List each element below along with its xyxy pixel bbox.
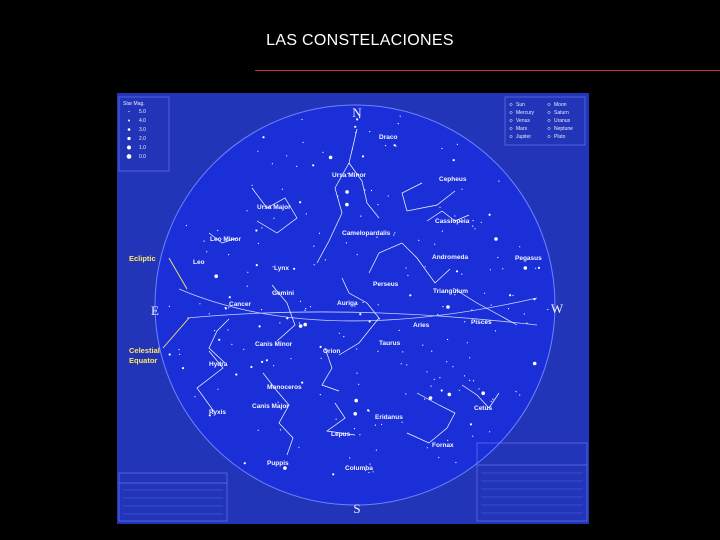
compass-east: E	[151, 303, 159, 318]
star	[472, 226, 473, 227]
star	[329, 156, 333, 160]
magnitude-dot	[128, 120, 130, 122]
star	[455, 462, 456, 463]
star	[360, 216, 361, 217]
star	[225, 307, 226, 308]
star	[214, 330, 215, 331]
star	[464, 321, 465, 322]
constellation-label: Aries	[413, 322, 430, 329]
star	[299, 201, 301, 203]
star	[400, 116, 401, 117]
star	[214, 274, 218, 278]
star	[502, 268, 503, 269]
star	[442, 306, 443, 307]
constellation-label: Canis Major	[252, 403, 289, 410]
star	[434, 244, 435, 245]
star	[354, 428, 355, 429]
star	[257, 151, 258, 152]
constellation-label: Lepus	[331, 431, 351, 438]
star	[494, 237, 498, 241]
star	[356, 348, 357, 349]
magnitude-dot	[127, 154, 132, 159]
star	[305, 308, 306, 309]
star	[298, 447, 299, 448]
star	[524, 313, 525, 314]
constellation-label: Puppis	[267, 460, 289, 467]
star	[299, 322, 300, 323]
star	[206, 251, 207, 252]
star	[376, 450, 377, 451]
star	[179, 354, 180, 355]
star	[362, 155, 364, 157]
star	[509, 294, 511, 296]
magnitude-value: 1.0	[139, 145, 146, 151]
star	[258, 243, 259, 244]
star	[418, 240, 419, 241]
constellation-label: Orion	[323, 348, 341, 355]
star	[258, 430, 259, 431]
magnitude-value: 5.0	[139, 109, 146, 115]
star	[473, 220, 474, 221]
star	[247, 272, 248, 273]
constellation-label: Ursa Minor	[332, 172, 366, 179]
constellation-label: Lynx	[274, 265, 289, 272]
star	[409, 294, 411, 296]
star	[446, 305, 450, 309]
star	[492, 399, 493, 400]
star	[336, 419, 337, 420]
star	[406, 267, 407, 268]
planet-name: Uranus	[554, 118, 571, 124]
planet-legend	[505, 97, 585, 145]
star	[394, 144, 396, 146]
star	[512, 295, 513, 296]
star	[462, 189, 463, 190]
star	[345, 190, 349, 194]
equator-label-line1: Celestial	[129, 346, 160, 355]
magnitude-value: 0.0	[139, 154, 146, 160]
star	[470, 423, 472, 425]
star	[471, 310, 472, 311]
star	[533, 362, 537, 366]
star	[448, 393, 452, 397]
star	[467, 342, 468, 343]
star	[186, 225, 187, 226]
star	[229, 296, 231, 298]
star	[371, 190, 372, 191]
star	[473, 380, 474, 381]
star	[296, 166, 297, 167]
compass-south: S	[353, 501, 361, 516]
constellation-label: Auriga	[337, 300, 358, 307]
star	[497, 257, 498, 258]
star	[489, 214, 491, 216]
compass-north: N	[352, 105, 362, 120]
star	[273, 218, 274, 219]
star	[431, 351, 432, 352]
star-magnitude-legend	[119, 97, 169, 171]
star	[426, 371, 427, 372]
star	[538, 267, 540, 269]
star	[286, 155, 287, 156]
star	[378, 304, 379, 305]
star	[353, 412, 357, 416]
planet-name: Sun	[516, 102, 525, 108]
star	[407, 275, 408, 276]
star	[310, 306, 311, 307]
star	[359, 434, 360, 435]
star	[227, 329, 228, 330]
star	[228, 254, 229, 255]
constellation-label: Taurus	[379, 340, 401, 347]
star	[535, 268, 536, 269]
star	[369, 411, 370, 412]
constellation-label: Andromeda	[432, 254, 469, 261]
star	[459, 390, 460, 391]
star	[406, 364, 407, 365]
star	[319, 233, 320, 234]
star	[515, 391, 516, 392]
star	[356, 373, 357, 374]
star	[199, 303, 200, 304]
star	[321, 358, 322, 359]
star	[169, 306, 170, 307]
star	[379, 318, 380, 319]
star	[266, 359, 268, 361]
star	[261, 227, 262, 228]
star	[349, 457, 350, 458]
constellation-label: Draco	[379, 134, 398, 141]
constellation-label: Cancer	[229, 301, 252, 308]
star	[355, 132, 356, 133]
star	[377, 351, 378, 352]
slide-title: LAS CONSTELACIONES	[266, 32, 454, 49]
star	[217, 230, 218, 231]
star	[303, 142, 304, 143]
star	[508, 308, 509, 309]
star	[498, 181, 499, 182]
star	[346, 242, 347, 243]
star	[533, 298, 535, 300]
star	[377, 204, 378, 205]
magnitude-dot	[127, 137, 130, 140]
equator-label-line2: Equator	[129, 356, 158, 365]
star	[320, 394, 321, 395]
star	[300, 301, 301, 302]
star	[489, 431, 490, 432]
star	[312, 164, 314, 166]
star	[464, 375, 465, 376]
magnitude-value: 3.0	[139, 127, 146, 133]
star	[259, 325, 261, 327]
star	[209, 313, 210, 314]
constellation-label: Cassiopeia	[435, 218, 470, 225]
magnitude-value: 4.0	[139, 118, 146, 124]
star	[447, 440, 448, 441]
star	[235, 373, 237, 375]
star	[182, 367, 184, 369]
constellation-label: Camelopardalis	[342, 230, 391, 237]
star	[252, 185, 253, 186]
star	[427, 447, 428, 448]
star	[394, 232, 395, 233]
star	[441, 389, 443, 391]
constellation-label: Gemini	[272, 290, 295, 297]
star	[399, 330, 400, 331]
star	[279, 322, 280, 323]
constellation-label: Cetus	[474, 405, 493, 412]
planet-name: Saturn	[554, 110, 569, 116]
constellation-label: Pegasus	[515, 255, 542, 262]
star	[447, 339, 448, 340]
star	[398, 123, 399, 124]
star	[204, 241, 205, 242]
star	[526, 323, 527, 324]
star	[495, 330, 496, 331]
star	[429, 396, 433, 400]
star	[405, 393, 406, 394]
star	[491, 401, 492, 402]
star	[472, 436, 473, 437]
star	[368, 472, 369, 473]
star	[286, 317, 288, 319]
star	[385, 145, 386, 146]
star	[358, 384, 359, 385]
star	[179, 349, 180, 350]
star	[519, 394, 520, 395]
star	[461, 274, 462, 275]
constellation-label: Columba	[345, 465, 373, 472]
constellation-label: Ursa Major	[257, 204, 291, 211]
star	[425, 266, 426, 267]
star	[439, 377, 440, 378]
star	[519, 246, 520, 247]
constellation-label: Perseus	[373, 281, 399, 288]
star	[439, 207, 440, 208]
star	[354, 126, 356, 128]
star	[255, 229, 257, 231]
constellation-label: Fornax	[432, 442, 454, 449]
star-mag-title: Star Mag.	[123, 101, 145, 107]
constellation-label: Triangulum	[433, 288, 469, 295]
star	[457, 144, 458, 145]
star	[438, 457, 439, 458]
star	[481, 391, 485, 395]
star	[381, 424, 382, 425]
star	[313, 246, 314, 247]
star	[352, 148, 353, 149]
star	[345, 203, 349, 207]
star	[314, 264, 315, 265]
star	[348, 163, 349, 164]
star	[491, 305, 492, 306]
star	[454, 215, 455, 216]
star	[424, 399, 425, 400]
planet-name: Moon	[554, 102, 567, 108]
star	[359, 313, 361, 315]
star	[362, 302, 363, 303]
star	[490, 269, 491, 270]
star-chart	[117, 93, 589, 524]
star	[437, 314, 438, 315]
constellation-label: Hydra	[209, 361, 228, 368]
star	[256, 264, 258, 266]
magnitude-dot	[127, 146, 131, 150]
star	[481, 222, 482, 223]
star	[339, 333, 340, 334]
star	[469, 357, 470, 358]
star	[402, 422, 403, 423]
star	[484, 293, 485, 294]
star	[524, 266, 528, 270]
star	[375, 425, 376, 426]
planet-name: Mercury	[516, 110, 535, 116]
star	[262, 136, 264, 138]
star	[169, 353, 171, 355]
star	[282, 189, 283, 190]
star	[304, 310, 305, 311]
star	[306, 213, 307, 214]
planet-name: Jupiter	[516, 134, 532, 140]
star	[337, 196, 338, 197]
star	[261, 309, 262, 310]
star	[393, 234, 394, 235]
star	[364, 189, 365, 190]
star	[231, 344, 232, 345]
star	[243, 349, 244, 350]
planet-name: Mars	[516, 126, 528, 132]
star	[354, 399, 358, 403]
star	[301, 119, 302, 120]
planet-name: Venus	[516, 118, 530, 124]
star	[250, 366, 252, 368]
star	[244, 462, 246, 464]
star	[322, 152, 323, 153]
constellation-label: Eridanus	[375, 414, 403, 421]
planet-name: Pluto	[554, 134, 566, 140]
constellation-label: Monoceros	[267, 384, 302, 391]
star	[478, 388, 479, 389]
ecliptic-label: Ecliptic	[129, 254, 156, 263]
star	[218, 339, 220, 341]
star	[293, 268, 295, 270]
star	[325, 259, 326, 260]
star	[217, 389, 218, 390]
constellation-label: Pyxis	[209, 409, 226, 416]
star	[441, 148, 442, 149]
constellation-label: Leo	[193, 259, 205, 266]
title-divider	[255, 70, 720, 71]
star	[456, 270, 458, 272]
compass-west: W	[550, 301, 564, 316]
star	[343, 336, 344, 337]
star	[369, 320, 371, 322]
star	[272, 163, 273, 164]
star	[320, 346, 322, 348]
star	[442, 231, 443, 232]
star	[388, 195, 389, 196]
star	[357, 254, 358, 255]
star	[469, 380, 470, 381]
constellation-label: Pisces	[471, 319, 492, 326]
magnitude-value: 2.0	[139, 136, 146, 142]
star	[431, 386, 432, 387]
star	[453, 159, 455, 161]
star	[194, 396, 195, 397]
constellation-label: Canis Minor	[255, 341, 293, 348]
star	[452, 366, 453, 367]
star	[273, 365, 274, 366]
star	[332, 473, 334, 475]
constellation-label: Leo Minor	[210, 236, 242, 243]
star	[446, 361, 447, 362]
star	[246, 210, 247, 211]
star	[434, 379, 435, 380]
star	[247, 286, 248, 287]
star	[422, 345, 423, 346]
constellation-label: Cepheus	[439, 176, 467, 183]
star	[299, 324, 303, 328]
star	[402, 351, 403, 352]
magnitude-dot	[128, 128, 131, 131]
star	[547, 309, 548, 310]
planet-name: Neptune	[554, 126, 573, 132]
star	[290, 358, 291, 359]
star	[261, 361, 263, 363]
star	[401, 363, 402, 364]
star	[369, 131, 370, 132]
magnitude-dot	[128, 111, 129, 112]
star	[474, 228, 475, 229]
star	[303, 323, 307, 327]
star	[280, 429, 281, 430]
